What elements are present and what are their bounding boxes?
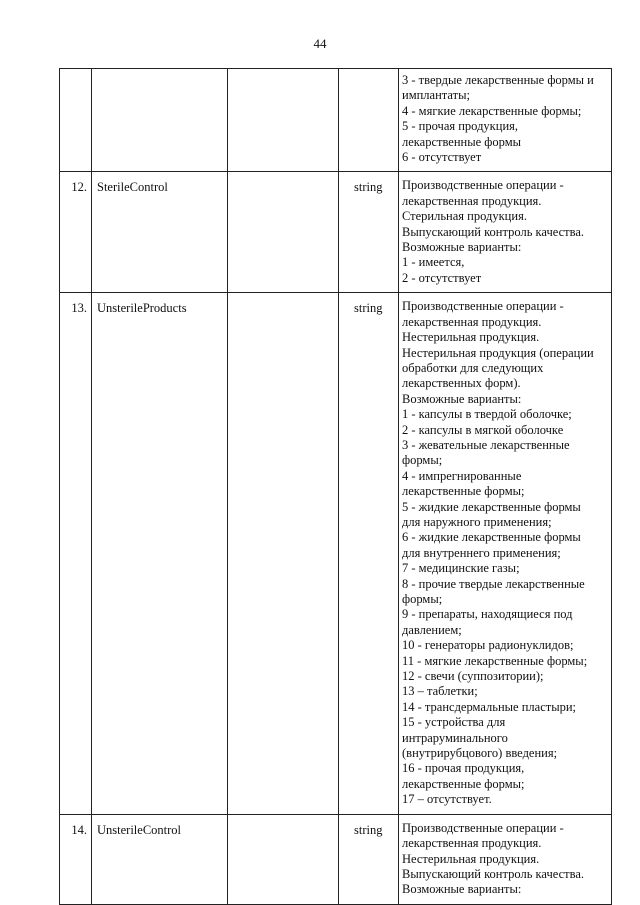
description-line: (внутрирубцового) введения; <box>402 746 558 761</box>
description-line: Выпускающий контроль качества. <box>402 866 585 881</box>
description-line: Производственные операции - <box>402 299 564 314</box>
row-number-cell <box>60 69 92 172</box>
description-cell <box>399 293 612 814</box>
field-type-cell <box>339 69 399 172</box>
description-line: обработки для следующих <box>402 360 544 375</box>
description-line: 2 - отсутствует <box>402 270 482 285</box>
description-lines <box>399 815 611 904</box>
description-line: лекарственные формы; <box>402 776 525 791</box>
row-number-cell <box>60 293 92 814</box>
description-line: 5 - прочая продукция, <box>402 119 519 134</box>
description-cell <box>399 814 612 904</box>
description-line: 8 - прочие твердые лекарственные <box>402 576 585 591</box>
description-line: 7 - медицинские газы; <box>402 561 520 576</box>
table-row <box>60 293 612 814</box>
description-line: давлением; <box>402 622 462 637</box>
description-line: лекарственная продукция. <box>402 836 542 851</box>
empty-cell <box>228 814 339 904</box>
description-line: для наружного применения; <box>402 514 552 529</box>
description-line: интраруминального <box>402 730 508 745</box>
description-line: 14 - трансдермальные пластыри; <box>402 699 577 714</box>
description-line: 10 - генераторы радионуклидов; <box>402 638 574 653</box>
description-line: 4 - импрегнированные <box>402 468 522 483</box>
description-lines <box>399 172 611 292</box>
description-line: 1 - капсулы в твердой оболочке; <box>402 407 572 422</box>
description-line: 4 - мягкие лекарственные формы; <box>402 103 582 118</box>
field-name-cell <box>92 172 228 293</box>
description-line: Нестерильная продукция. <box>402 851 540 866</box>
table-row <box>60 814 612 904</box>
empty-cell <box>228 293 339 814</box>
description-line: Нестерильная продукция (операции <box>402 345 594 360</box>
field-name-cell <box>92 293 228 814</box>
table-row <box>60 69 612 172</box>
description-line: 1 - имеется, <box>402 255 465 270</box>
description-line: Нестерильная продукция. <box>402 330 540 345</box>
description-line: Стерильная продукция. <box>402 209 527 224</box>
description-line: 3 - твердые лекарственные формы и <box>402 73 594 87</box>
description-line: имплантаты; <box>402 88 470 103</box>
empty-cell <box>228 172 339 293</box>
field-type-cell <box>339 293 399 814</box>
description-lines <box>399 293 611 813</box>
description-cell <box>399 172 612 293</box>
description-line: лекарственная продукция. <box>402 193 542 208</box>
row-number-cell <box>60 172 92 293</box>
description-line: 5 - жидкие лекарственные формы <box>402 499 581 514</box>
field-spec-table <box>59 68 612 905</box>
field-type <box>339 69 398 77</box>
description-line: Возможные варианты: <box>402 882 522 897</box>
row-number-cell <box>60 814 92 904</box>
description-line: для внутреннего применения; <box>402 545 561 560</box>
description-line: 2 - капсулы в мягкой оболочке <box>402 422 564 437</box>
page-number: 44 <box>313 36 327 51</box>
description-line: Производственные операции - <box>402 178 564 193</box>
field-type-cell <box>339 814 399 904</box>
description-line: Возможные варианты: <box>402 391 522 406</box>
field-name <box>92 69 227 77</box>
field-name-cell <box>92 814 228 904</box>
description-line: лекарственные формы; <box>402 484 525 499</box>
description-line: лекарственных форм). <box>402 376 521 391</box>
description-line: лекарственная продукция. <box>402 314 542 329</box>
table-row <box>60 172 612 293</box>
description-line: формы; <box>402 592 443 606</box>
description-line: 3 - жевательные лекарственные <box>402 437 570 452</box>
description-line: Возможные варианты: <box>402 240 522 255</box>
empty-cell <box>228 69 339 172</box>
description-line: Выпускающий контроль качества. <box>402 224 585 239</box>
description-line: Производственные операции - <box>402 820 564 835</box>
description-line: 12 - свечи (суппозитории); <box>402 669 544 684</box>
description-line: 9 - препараты, находящиеся под <box>402 607 573 622</box>
field-type: string <box>354 301 383 316</box>
row-number: 13. <box>71 301 87 316</box>
description-line: 11 - мягкие лекарственные формы; <box>402 653 588 668</box>
description-line: 13 – таблетки; <box>402 684 478 699</box>
description-cell <box>399 69 612 172</box>
field-type-cell <box>339 172 399 293</box>
description-line: 6 - отсутствует <box>402 150 482 165</box>
description-lines <box>399 69 611 171</box>
description-line: 17 – отсутствует. <box>402 792 492 807</box>
description-line: формы; <box>402 453 443 468</box>
description-line: 16 - прочая продукция, <box>402 761 525 776</box>
field-name: UnsterileControl <box>97 822 182 837</box>
description-line: 6 - жидкие лекарственные формы <box>402 530 581 545</box>
row-number: 12. <box>71 180 87 195</box>
row-number <box>60 69 91 77</box>
field-name-cell <box>92 69 228 172</box>
field-name: SterileControl <box>97 180 168 195</box>
field-type: string <box>354 822 383 837</box>
row-number: 14. <box>71 822 87 837</box>
description-line: 15 - устройства для <box>402 715 506 730</box>
description-line: лекарственные формы <box>402 134 522 149</box>
field-type: string <box>354 180 383 195</box>
field-name: UnsterileProducts <box>97 301 187 316</box>
